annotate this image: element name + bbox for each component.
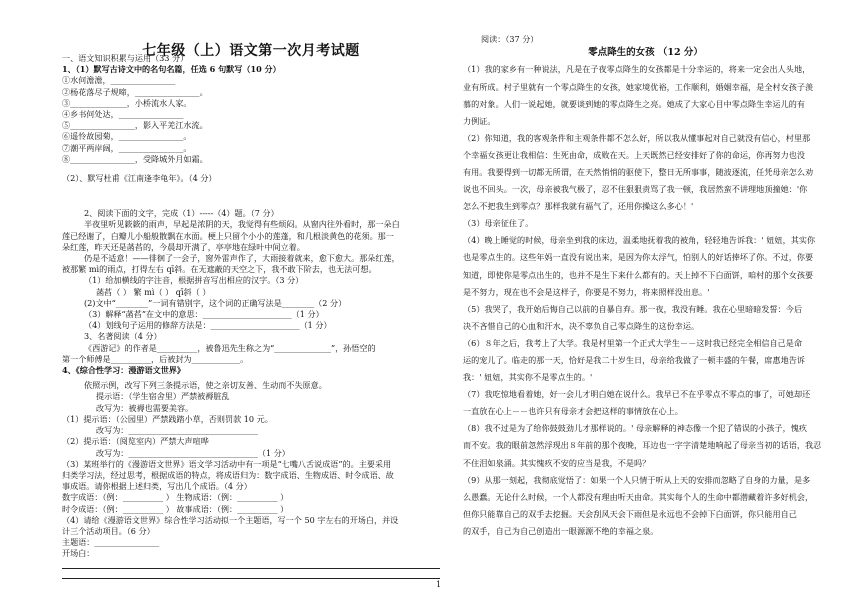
answer-line: 改写为：________________________________ [96, 425, 258, 436]
question-3: 3、名著阅读（4 分） [84, 331, 162, 342]
passage-line: 仍是不适意！——徘徊了一会子，窗外雷声作了，大雨接着就来，愈下愈大。那朵红莲， [84, 253, 400, 264]
passage-line: 不住泪如泉涌。其实愧疚不安的应当是我，不是吗？ [463, 457, 651, 468]
passage-line: 而不安。我的眼前忽然浮现出８年前的那个夜晚，耳边也一字字清楚地响起了母亲当初的话语，我忍 [463, 440, 822, 451]
passage-line: 但你只能靠自己的双手去挖掘。天会刮风天会下雨但是永远也不会掉下白面饼，你只能用自己 [463, 508, 797, 519]
recite-item: ④乡书何处达，________________ [62, 109, 184, 120]
question-1: 1、（1）默写古诗文中的名句名篇，任选 6 句默写（10 分） [62, 64, 281, 75]
sub-question: (2)文中“________”一词有错别字，这个词的正确写法是________（2 分） [84, 297, 347, 308]
passage-line: 的双手，自己为自己创造出一眼源源不绝的幸福之泉。 [463, 525, 659, 536]
passage-line: 一直放在心上－－也许只有母亲才会把这样的事情放在心上。 [463, 406, 683, 417]
sub-question: 计三个活动项目。（6 分） [62, 525, 155, 536]
passage-line: 决不吝惜自己的心血和汗水，决不辜负自己零点降生的这份幸运。 [463, 320, 700, 331]
passage-line: （6）８年之后，我考上了大学。我是村里第一个正式大学生－－这时我已经完全相信自己是命 [463, 337, 803, 348]
reading-header: 阅读：（37 分） [481, 34, 539, 44]
answer-line: 改写为：________________________________（1 分） [96, 447, 290, 458]
passage-line: （5）我哭了，我开始后悔自己以前的自暴自弃。那一夜，我没有睡。我在心里暗暗发誓：今后 [463, 303, 803, 314]
passage-line: 朵红莲，昨天还是菡萏的，今晨却开满了，亭亭地在绿叶中间立着。 [62, 241, 305, 252]
passage-line: 怎么不把我生到零点？那样我就有福气了，还用你操这么多心！' [463, 201, 694, 212]
recite-item: ⑤________________，影入平羌江水流。 [62, 120, 208, 131]
sub-question: （2）提示语：（阅览室内）严禁大声喧哗 [62, 436, 209, 447]
passage-line: 业有所成。村子里就有一个零点降生的女孩，她家境优裕，工作顺利，婚姻幸福，是全村女孩子羡 [463, 81, 814, 92]
passage-line: 说也不回头。一次，母亲被我气极了，忍不住狠狠责骂了我一顿，我居然蛮不讲理地顶撞她：'你 [463, 184, 808, 195]
question-2: 2、阅读下面的文字，完成（1）-----（4）题。（7 分） [84, 208, 279, 219]
sub-question: （1）提示语：（公园里）严禁践踏小草，否则罚款 10 元。 [62, 413, 273, 424]
passage-line: 么愚蠢。无论什么时候，一个人都没有理由听天由命。其实每个人的生命中都潜藏着许多好机会， [463, 491, 814, 502]
instruction: 依照示例，改写下列三条提示语，使之亲切友善、生动而不失原意。 [84, 380, 327, 391]
passage-line: 力例证。 [463, 115, 496, 126]
reading-passage [463, 61, 828, 540]
example-line: 改写为：被褥也需要美容。 [96, 402, 194, 413]
passage-line: 也是零点生的。这些年妈一直没有说出来，是因为你太浮气，怕别人的好话捧坏了你。不过，你要 [463, 252, 814, 263]
page-number: 1 [436, 580, 442, 589]
passage-line: （4）晚上睡觉的时候，母亲坐到我的床边，温柔地抚着我的被角，轻轻地告诉我：' 妞妞，其实你 [463, 235, 816, 246]
passage-line: （9）从那一刻起，我彻底觉悟了：如果一个人只情于听从上天的安排而忽略了自身的力量，是多 [463, 474, 811, 485]
passage-line: （3）母亲征住了。 [463, 218, 534, 229]
answer-rule [62, 568, 440, 569]
passage-line: 有用。我要得到一切都无所谓，在天然悄悄的驱使下，整日无所事事，随波逐流，任凭母亲怎么劝 [463, 166, 814, 177]
example-line: 提示语：（学生宿舍里）严禁被褥脏乱 [96, 391, 230, 402]
passage-line: 知道，即使你是零点出生的，也并不是生下来什么都有的。天上掉不下白面饼，咱村的那个女孩要 [463, 269, 814, 280]
recite-item: ⑧________________，受降城外月如霜。 [62, 153, 208, 164]
answer-rule [62, 578, 440, 579]
passage-line: （7）我吃惊地看着她，好一会儿才明白她在说什么。我早已不在乎零点不零点的事了，可她却还 [463, 389, 811, 400]
passage-line: 我：' 妞妞，其实你不是零点生的。' [463, 372, 593, 383]
sub-question: （1）给加横线的字注音，根据拼音写出相应的汉字。（3 分） [84, 275, 304, 286]
idiom-blanks: 数字成语：（例：__________ ） 生物成语：（例：__________ ） [62, 492, 289, 503]
idiom-blanks: 时令成语：（例：__________ ） 故事成语：（例：__________ ） [62, 503, 289, 514]
passage-line: 个幸福女孩更让我相信：生死由命，成败在天。上天既然已经安排好了你的命运，你再努力也没 [463, 149, 806, 160]
sub-question: （3）某班举行的《漫游语文世界》语文学习活动中有一项是“七嘴八舌说成语”的。主要采用 [62, 458, 392, 469]
sub-question: 归类学习法，经过思考，根据成语的特点，将成语归为：数字成语、生物成语、时令成语、故 [62, 469, 394, 480]
sub-question: （4）划线句子运用的修辞方法是：______________________（1 分） [84, 320, 332, 331]
passage-line: 慕的对象。人们一说起她，就要谈到她的零点降生之亮。她成了大家心目中零点降生幸运儿的有 [463, 98, 806, 109]
right-column [463, 34, 828, 540]
exam-title: 七年级（上）语文第一次月考试题 [142, 43, 360, 59]
passage-line: 运的宠儿了。临走的那一天，恰好是我二十岁生日，母亲给我做了一顿丰盛的午餐，席惠地告诉 [463, 355, 806, 365]
pinyin-blanks: 菡萏（ ） 繁 mì（ ） qī斜（ ） [96, 286, 211, 297]
recite-item: ③______________，小桥流水人家。 [62, 97, 192, 108]
question-4: 4、《综合性学习：漫游语文世界》 [62, 365, 185, 376]
novel-question: 第一个师傅是__________，后被封为____________。 [62, 353, 249, 364]
novel-question: 《西游记》的作者是__________，被鲁迅先生称之为“______________”，孙悟空的 [84, 342, 376, 353]
passage-line: 被那繁 mì的雨点，打得左右 qī斜。在无遮蔽的天空之下，我不敢下阶去，也无法可想。 [62, 264, 377, 275]
passage-line: 莲已经谢了，白瓣儿小船般散飘在水面。梗上只留个小小的莲蓬，和几根淡黄色的花须。那一 [62, 230, 394, 241]
recite-item: ⑦潮平两岸阔，________________。 [62, 142, 192, 153]
passage-line: （2）你知道，我的客观条件和主观条件都不怎么好，所以我从懂事起对自己就没有信心，村里那 [463, 132, 811, 143]
section-heading: 一、语文知识积累与运用（33 分） [62, 53, 189, 63]
recite-item: ⑥遥怜故园菊，________________。 [62, 131, 192, 142]
theme-line: 主题语：________________ [62, 537, 160, 548]
reading-title: 零点降生的女孩 （12 分） [588, 47, 703, 59]
passage-line: （1）我的家乡有一种说法，凡是在子夜零点降生的女孩都是十分幸运的，将来一定会出人头地， [463, 64, 811, 75]
opening-line: 开场白： [62, 548, 95, 559]
passage-line: 是不努力，现在也不会是这样子，你要是不努力，将来照样没出息。' [463, 286, 710, 297]
sub-question: （3）解释“菡萏”在文中的意思：______________________（1 分） [84, 309, 324, 320]
recite-item: ①水何澹澹，________________ [62, 75, 176, 86]
recite-item: ②杨花落尽子规啼，________________。 [62, 86, 208, 97]
sub-question: （4）请给《漫游语文世界》综合性学习活动拟一个主题语，写一个 50 字左右的开场白，并设 [62, 514, 399, 525]
left-column [62, 53, 440, 579]
passage-line: 半夜里听见簌簌的雨声，早起是浓阴的天，我觉得有些烦闷。从窗内往外看时，那一朵白 [84, 219, 400, 230]
passage-line: （8）我不过是为了给你鼓鼓劲儿才那样说的。' 母亲解释的神态像一个犯了错误的小孩子，愧疚 [463, 423, 807, 434]
sub-question: 事成语。请你根据上述归类，写出几个成语。（4 分） [62, 481, 252, 492]
question-1-2: （2）、默写杜甫《江南逢李龟年》。（4 分） [62, 173, 217, 184]
